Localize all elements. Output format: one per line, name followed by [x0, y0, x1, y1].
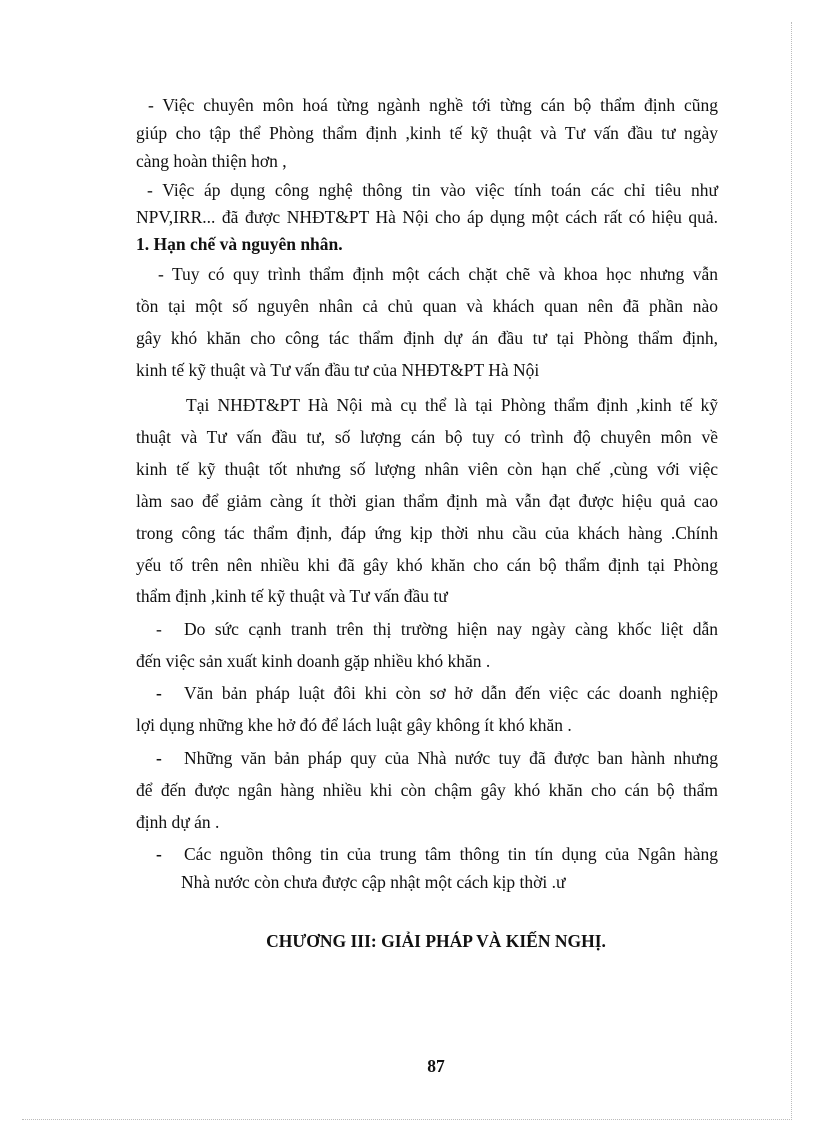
paragraph-1-line-1: - Việc chuyên môn hoá từng ngành nghề tới từng cán bộ thẩm định cũng [148, 95, 718, 115]
paragraph-4-line-2: thuật và Tư vấn đầu tư, số lượng cán bộ tuy có trình độ chuyên môn về [136, 427, 718, 447]
bullet-4-line-2: Nhà nước còn chưa được cập nhật một cách kịp thời .ư [181, 872, 566, 892]
bullet-2-line-2: lợi dụng những khe hở đó để lách luật gây không ít khó khăn . [136, 715, 572, 735]
bullet-2-line-1: Văn bản pháp luật đôi khi còn sơ hở dẫn đến việc các doanh nghiệp [184, 683, 718, 703]
paragraph-4-line-6: yếu tố trên nên nhiều khi đã gây khó khăn cho cán bộ thẩm định tại Phòng [136, 555, 718, 575]
paragraph-1-line-3: càng hoàn thiện hơn , [136, 151, 287, 171]
paragraph-4-line-7: thẩm định ,kinh tế kỹ thuật và Tư vấn đầu tư [136, 586, 448, 606]
chapter-heading: CHƯƠNG III: GIẢI PHÁP VÀ KIẾN NGHỊ. [266, 931, 606, 951]
bullet-4-line-1: Các nguồn thông tin của trung tâm thông tin tín dụng của Ngân hàng [184, 844, 718, 864]
page-number: 87 [427, 1056, 445, 1076]
paragraph-4-line-5: trong công tác thẩm định, đáp ứng kịp thời nhu cầu của khách hàng .Chính [136, 523, 718, 543]
bullet-3-marker: - [156, 748, 162, 768]
bullet-3-line-1: Những văn bản pháp quy của Nhà nước tuy đã được ban hành nhưng [184, 748, 718, 768]
bullet-1-marker: - [156, 619, 162, 639]
paragraph-4-line-4: làm sao để giảm càng ít thời gian thẩm định mà vẫn đạt được hiệu quả cao [136, 491, 718, 511]
bullet-2-marker: - [156, 683, 162, 703]
section-heading: 1. Hạn chế và nguyên nhân. [136, 234, 343, 254]
bullet-4-marker: - [156, 844, 162, 864]
paragraph-3-line-4: kinh tế kỹ thuật và Tư vấn đầu tư của NHĐT&PT Hà Nội [136, 360, 540, 380]
paragraph-4-line-1: Tại NHĐT&PT Hà Nội mà cụ thể là tại Phòng thẩm định ,kinh tế kỹ [186, 395, 718, 415]
bullet-1-line-1: Do sức cạnh tranh trên thị trường hiện nay ngày càng khốc liệt dẫn [184, 619, 718, 639]
paragraph-2-line-2: NPV,IRR... đã được NHĐT&PT Hà Nội cho áp dụng một cách rất có hiệu quả. [136, 207, 718, 227]
paragraph-3-line-3: gây khó khăn cho công tác thẩm định dự án đầu tư tại Phòng thẩm định, [136, 328, 718, 348]
paragraph-3-line-2: tồn tại một số nguyên nhân cả chủ quan và khách quan nên đã phần nào [136, 296, 718, 316]
bullet-3-line-3: định dự án . [136, 812, 220, 832]
paragraph-1-line-2: giúp cho tập thể Phòng thẩm định ,kinh tế kỹ thuật và Tư vấn đầu tư ngày [136, 123, 718, 143]
paragraph-4-line-3: kinh tế kỹ thuật tốt nhưng số lượng nhân viên còn hạn chế ,cùng với việc [136, 459, 718, 479]
bullet-3-line-2: để đến được ngân hàng nhiều khi còn chậm gây khó khăn cho cán bộ thẩm [136, 780, 718, 800]
bullet-1-line-2: đến việc sản xuất kinh doanh gặp nhiều khó khăn . [136, 651, 491, 671]
paragraph-3-line-1: - Tuy có quy trình thẩm định một cách chặt chẽ và khoa học nhưng vẫn [158, 264, 718, 284]
paragraph-2-line-1: - Việc áp dụng công nghệ thông tin vào việc tính toán các chỉ tiêu như [147, 180, 718, 200]
